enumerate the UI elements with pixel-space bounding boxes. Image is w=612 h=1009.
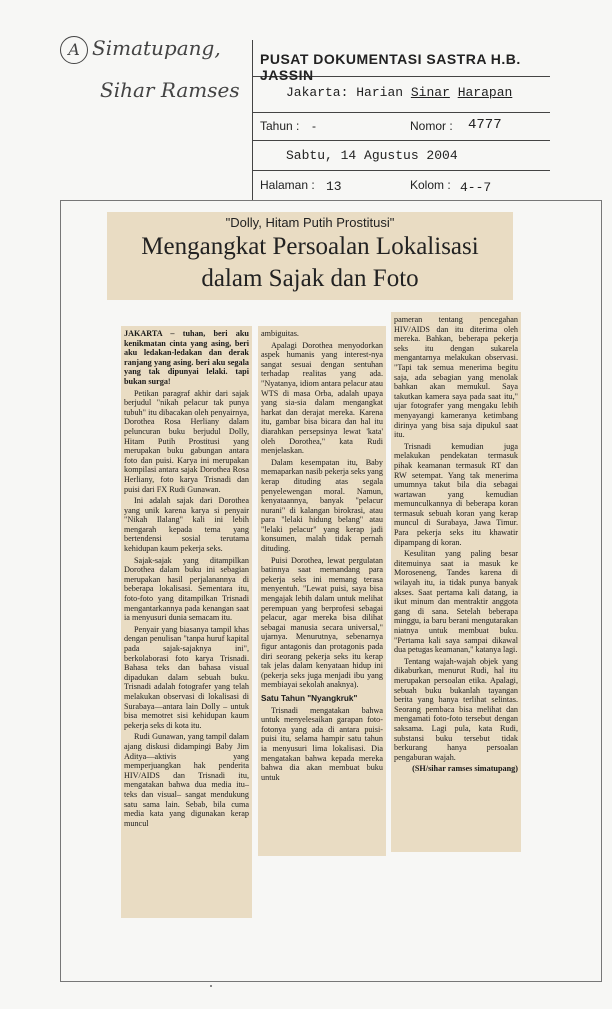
article-paragraph: Dalam kesempatan itu, Baby memaparkan nasib pekerja seks yang kerap dituding atas segala penyelewengan moral. Namun, kenyataannya, banyak "pelacur nurani" di kalangan birokrasi, atau para "lelaki hidung belang" atau "lelaki pelacur" yang kerap jadi konsumen, malah tidak pernah dituding. [261,457,383,554]
tahun-label: Tahun : [260,119,300,133]
article-paragraph: Sajak-sajak yang ditampilkan Dorothea dalam buku ini sebagian merupakan hasil perjalanannya di beberapa lokalisasi. Sementara itu, foto-foto yang ditampilkan Trisnadi mengantarkannya pada kenangan saat ia menyusuri dunia semacam itu. [124,555,249,623]
halaman-kolom-row [252,170,550,200]
kolom-label: Kolom : [410,178,451,192]
article-paragraph: Trisnadi kemudian juga melakukan pendekatan termasuk pihak keamanan termasuk RT dan RW setempat. Yang tak menerima umumnya takut bila dia sebagai wartawan yang kemudian memunculkannya di beberapa koran termasuk sebuah koran yang kerap muncul di Surabaya, Jawa Timur. Para pekerja seks itu khawatir dipampang di koran. [394,441,518,547]
article-kicker: "Dolly, Hitam Putih Prostitusi" [225,215,395,230]
date-row [252,140,550,171]
source-row [252,76,550,113]
article-paragraph: JAKARTA – tuhan, beri aku kenikmatan cinta yang asing, beri aku ledakan-ledakan dan derak ranjang yang asing. beri aku segala yang tak dipunyai lelaki. tapi bukan surga! [124,329,249,386]
article-paragraph: Kesulitan yang paling besar ditemuinya saat ia masuk ke Moroseneng, Tandes karena di wilayah itu, ia tidak punya banyak akses. Saat pertama kali datang, ia ikut minum dan mentraktir anggota gang di sana. Setelah beberapa minggu, ia baru berani mengutarakan niatnya untuk membuat buku. "Pertama kali saya sampai dikawal dua petugas keamanan," katanya lagi. [394,549,518,655]
article-column-3 [391,312,521,852]
header-title-row [252,40,550,83]
article-headline-2: dalam Sajak dan Foto [201,265,419,292]
article-paragraph: Penyair yang biasanya tampil khas dengan penulisan "tanpa huruf kapital pada sajak-sajaknya ini", berkolaborasi foto karya Trisnadi. Bahasa teks dan bahasa visual dipadukan dalam sebuah buku. Trisnadi adalah fotografer yang telah melakukan observasi di lokalisasi di Surabaya—antara lain Dolly – untuk bisa memotret sisi kehidupan kaum pekerja seks di kota itu. [124,624,249,730]
article-paragraph: Tentang wajah-wajah objek yang dikaburkan, menurut Rudi, hal itu merupakan persoalan etika. Apalagi, sebuah buku bukanlah tayangan berita yang hanya terlihat selintas. Seorang pembaca bisa melihat dan mengamati foto-foto tersebut dengan saksama. Lagi pula, kata Rudi, substansi buku tersebut tidak berkurang hanya persoalan pengaburan wajah. [394,656,518,762]
tahun-nomor-row [252,112,550,141]
article-paragraph: Trisnadi mengatakan bahwa untuk menyelesaikan garapan foto-fotonya yang ada di antara puisi-puisi itu, selama hampir satu tahun ia menyusuri lima lokalisasi. Dia mengatakan bahwa kepada mereka bahwa dia akan membuat buku untuk [261,705,383,782]
source-prefix: Jakarta: [286,85,349,100]
article-title-block [107,212,513,300]
article-paragraph: Puisi Dorothea, lewat pergulatan batinnya saat memandang para pekerja seks ini memang terasa menyentuh. "Lewat puisi, saya bisa mengajak lebih dalam untuk melihat perempuan yang berprofesi sebagai pelacur, agar mereka bisa dilihat sebagai manusia secara universal," ujarnya. Menurutnya, sebenarnya figur antagonis dan protagonis pada diri seorang pekerja seks itu kerap tak jelas dalam kenyataan hidup ini (pekerja seks juga menjadi ibu yang membiayai sekolah anaknya). [261,555,383,690]
institution-name: PUSAT DOKUMENTASI SASTRA H.B. JASSIN [260,51,521,83]
halaman-value: 13 [326,179,342,194]
article-paragraph: Petikan paragraf akhir dari sajak berjudul "nikah pelacur tak punya tubuh" itu dibacakan oleh penyairnya, Dorothea Rosa Herliany dalam peluncuran buku berjudul Dolly, Hitam Putih Prostitusi yang merupakan buku gabungan antara foto dan puisi. Karya ini merupakan kompilasi antara sajak Dorothea Rosa Herliany, foto karya Trisnadi dan puisi dari FX Rudi Gunawan. [124,388,249,494]
source-name-1: Sinar [410,85,450,100]
article-paragraph: Ini adalah sajak dari Dorothea yang unik karena karya si penyair "Nikah Ilalang" kali ini lebih mengarah kepada tema yang bertendensi sosial terutama kehidupan kaum pekerja seks. [124,496,249,554]
source-publication: Harian [356,85,404,100]
source-line [286,85,512,100]
handwritten-author-line-1: Simatupang, [92,36,221,60]
archive-header [252,40,550,200]
article-column-1 [121,326,252,918]
article-byline: (SH/sihar ramses simatupang) [412,764,518,774]
article-paragraph: Apalagi Dorothea menyodorkan aspek humanis yang interest-nya sangat sesuai dengan sentuhan terhadap realitas yang ada. "Nyatanya, idiom antara pelacur atau WTS di masa Orba, adalah upaya yang sia-sia dalam mengangkat harkat dan derajat mereka. Karena itu, gambar bisa bicara dan hal itu diarahkan persepsinya lewat 'kata' oleh Dorothea," kata Rudi menjelaskan. [261,340,383,456]
nomor-label: Nomor : [410,119,453,133]
article-column-2 [258,326,386,856]
halaman-label: Halaman : [260,178,315,192]
publication-date: Sabtu, 14 Agustus 2004 [286,148,458,163]
article-paragraph: Rudi Gunawan, yang tampil dalam ajang diskusi didampingi Baby Jim Aditya—aktivis yang memperjuangkan hak penderita HIV/AIDS dan Trisnadi itu, mengatakan bahwa dua media itu– teks dan visual– sangat mendukung satu sama lain. Sebab, bila cuma media kata yang digunakan kerap muncul [124,732,249,828]
nomor-value: 4777 [468,117,502,133]
circled-letter-annotation: A [60,36,88,64]
source-name-2: Harapan [457,85,513,100]
article-paragraph: pameran tentang pencegahan HIV/AIDS dan itu diterima oleh mereka. Bahkan, beberapa pekerja seks itu dengan sukarela mengantarnya melakukan observasi. "Tapi tak semua menerima begitu saja, ada sebagian yang menolak bahkan akan memukul. Saya takutkan kamera saya pada saat itu," ujar fotografer yang mengaku lebih menyayangi kameranya ketimbang dirinya yang bisa saja dipukul saat itu. [394,315,518,440]
paper-speck [210,985,212,987]
tahun-value: - [312,119,316,133]
handwritten-author-line-2: Sihar Ramses [100,78,240,102]
article-subhead: Satu Tahun "Nyangkruk" [261,693,358,703]
article-paragraph: ambiguitas. [261,329,299,338]
kolom-value: 4--7 [460,180,492,195]
article-headline-1: Mengangkat Persoalan Lokalisasi [141,233,479,260]
